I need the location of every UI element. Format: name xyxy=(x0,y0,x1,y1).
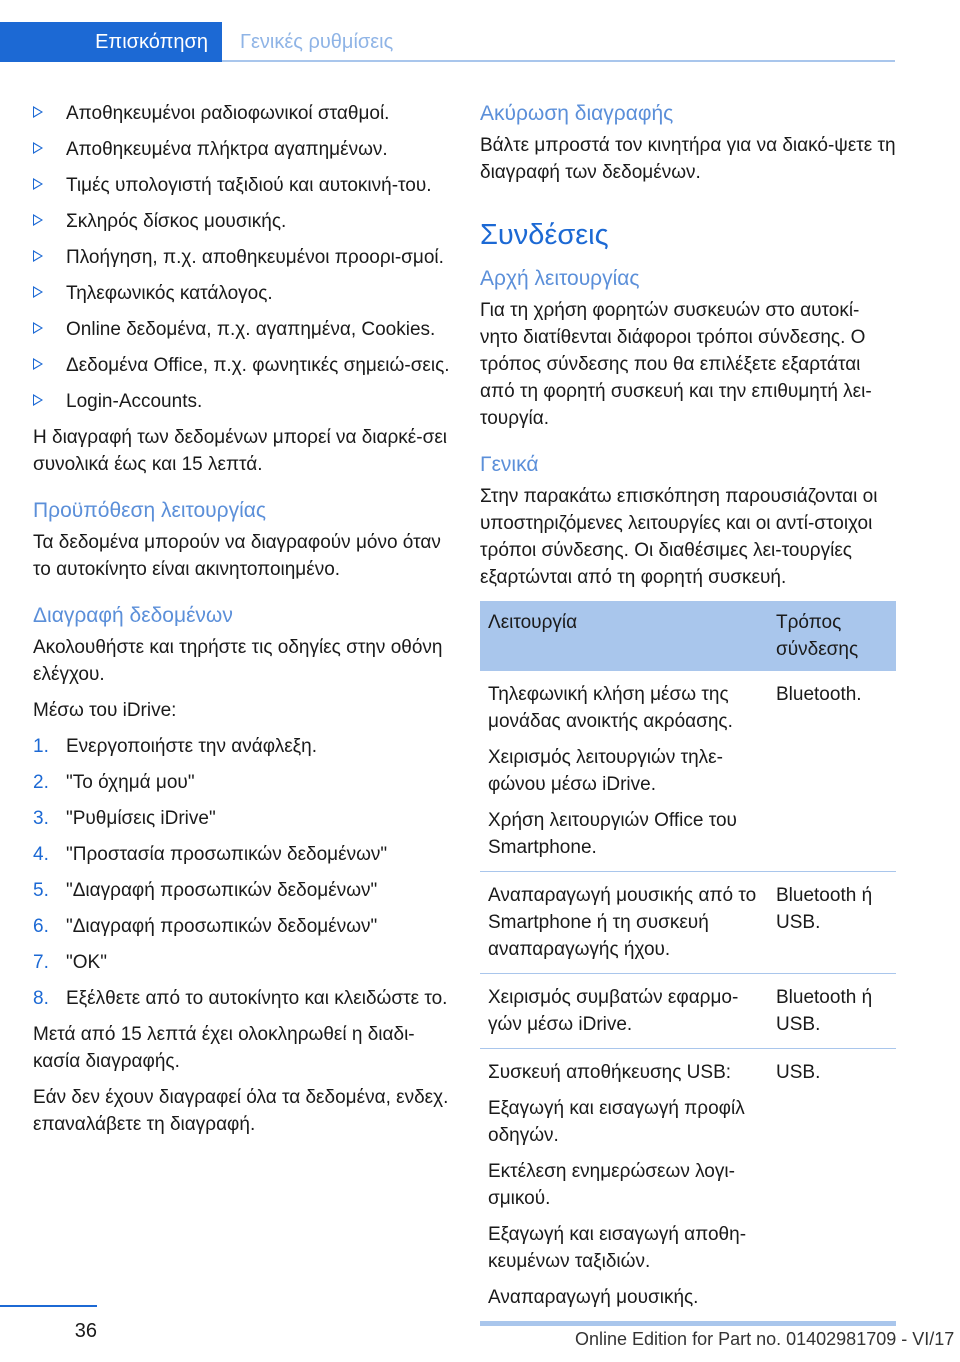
list-item-text: Αποθηκευμένα πλήκτρα αγαπημένων. xyxy=(66,139,388,160)
general-text: Στην παρακάτω επισκόπηση παρουσιάζονται οι υποστηριζόμενες λειτουργίες και οι αντί-στοιχοι τρόποι σύνδεσης. Οι διαθέσιμες λει-τουργίες εξαρτώνται από τη φορητή συσκευή. xyxy=(480,486,878,588)
via-idrive-text: Μέσω του iDrive: xyxy=(33,700,177,721)
step-text: Ενεργοποιήστε την ανάφλεξη. xyxy=(66,736,318,757)
step-text: "Προστασία προσωπικών δεδομένων" xyxy=(66,844,388,865)
triangle-bullet-icon xyxy=(33,214,43,226)
delete-steps-list xyxy=(33,733,453,1012)
connections-table xyxy=(480,601,896,1322)
tab-overview[interactable]: Επισκόπηση xyxy=(0,22,222,62)
list-item-text: Login-Accounts. xyxy=(66,391,203,412)
function-text: Εξαγωγή και εισαγωγή προφίλ οδηγών. xyxy=(488,1098,745,1146)
triangle-bullet-icon xyxy=(33,286,43,298)
function-text: Συσκευή αποθήκευσης USB: xyxy=(488,1062,732,1083)
step-item xyxy=(33,985,453,1012)
function-text: Χρήση λειτουργιών Office του Smartphone. xyxy=(488,810,737,858)
edition-text: Online Edition for Part no. 01402981709 - VI/17 xyxy=(575,1329,955,1349)
function-text: Τηλεφωνική κλήση μέσω της μονάδας ανοικτής ακρόασης. xyxy=(488,684,733,732)
table-row xyxy=(480,671,896,872)
function-text: Αναπαραγωγή μουσικής. xyxy=(488,1287,699,1308)
left-column xyxy=(33,100,453,1147)
triangle-bullet-icon xyxy=(33,358,43,370)
list-item-text: Δεδομένα Office, π.χ. φωνητικές σημειώ-σεις. xyxy=(66,355,450,376)
triangle-bullet-icon xyxy=(33,142,43,154)
step-item xyxy=(33,949,453,976)
delete-intro-text: Ακολουθήστε και τηρήστε τις οδηγίες στην οθόνη ελέγχου. xyxy=(33,637,443,685)
connection-mode-cell: Bluetooth ή USB. xyxy=(768,872,896,974)
step-text: "Ρυθμίσεις iDrive" xyxy=(66,808,216,829)
list-item xyxy=(33,316,453,343)
list-item xyxy=(33,100,453,127)
list-item xyxy=(33,388,453,415)
list-item-text: Αποθηκευμένοι ραδιοφωνικοί σταθμοί. xyxy=(66,103,390,124)
function-text: Εκτέλεση ενημερώσεων λογι-σμικού. xyxy=(488,1161,735,1209)
step-text: "Διαγραφή προσωπικών δεδομένων" xyxy=(66,916,378,937)
table-header-function: Λειτουργία xyxy=(480,601,768,671)
principle-heading: Αρχή λειτουργίας xyxy=(480,267,640,290)
principle-text: Για τη χρήση φορητών συσκευών στο αυτοκί-νητο διατίθενται διάφοροι τρόποι σύνδεσης. Ο τρόπος σύνδεσης που θα επιλέξετε εξαρτάται από τη φορητή συσκευή και την επιθυμητή λει-τουργία. xyxy=(480,300,872,429)
step-item xyxy=(33,877,453,904)
connection-mode-cell: Bluetooth. xyxy=(768,671,896,872)
delete-duration-text: Η διαγραφή των δεδομένων μπορεί να διαρκέ-σει συνολικά έως και 15 λεπτά. xyxy=(33,427,448,475)
step-number: 3. xyxy=(33,808,49,829)
step-number: 7. xyxy=(33,952,49,973)
step-text: "OK" xyxy=(66,952,107,973)
page-number: 36 xyxy=(74,1320,97,1342)
function-text: Χειρισμός συμβατών εφαρμο-γών μέσω iDrive. xyxy=(488,987,739,1035)
step-text: "Διαγραφή προσωπικών δεδομένων" xyxy=(66,880,378,901)
cancel-text: Βάλτε μπροστά τον κινητήρα για να διακό-ψετε τη διαγραφή των δεδομένων. xyxy=(480,135,896,183)
cancel-heading: Ακύρωση διαγραφής xyxy=(480,102,674,125)
prereq-heading: Προϋπόθεση λειτουργίας xyxy=(33,499,267,522)
list-item xyxy=(33,352,453,379)
step-number: 6. xyxy=(33,916,49,937)
list-item xyxy=(33,136,453,163)
function-cell xyxy=(480,974,768,1049)
triangle-bullet-icon xyxy=(33,322,43,334)
function-text: Αναπαραγωγή μουσικής από το Smartphone ή τη συσκευή αναπαραγωγής ήχου. xyxy=(488,885,757,960)
list-item xyxy=(33,172,453,199)
step-number: 8. xyxy=(33,988,49,1009)
step-text: "Το όχημά μου" xyxy=(66,772,195,793)
step-item xyxy=(33,769,453,796)
step-number: 2. xyxy=(33,772,49,793)
triangle-bullet-icon xyxy=(33,106,43,118)
connection-mode-cell: Bluetooth ή USB. xyxy=(768,974,896,1049)
step-number: 5. xyxy=(33,880,49,901)
list-item xyxy=(33,244,453,271)
function-text: Εξαγωγή και εισαγωγή αποθη-κευμένων ταξιδιών. xyxy=(488,1224,747,1272)
connection-mode-cell: USB. xyxy=(768,1049,896,1322)
delete-heading: Διαγραφή δεδομένων xyxy=(33,604,233,627)
tab-general-settings[interactable]: Γενικές ρυθμίσεις xyxy=(240,31,394,53)
deleted-data-list xyxy=(33,100,453,415)
list-item-text: Πλοήγηση, π.χ. αποθηκευμένοι προορι-σμοί. xyxy=(66,247,444,268)
triangle-bullet-icon xyxy=(33,178,43,190)
step-text: Εξέλθετε από το αυτοκίνητο και κλειδώστε το. xyxy=(66,988,448,1009)
list-item-text: Σκληρός δίσκος μουσικής. xyxy=(66,211,287,232)
footer-rule xyxy=(0,1305,97,1307)
list-item-text: Τιμές υπολογιστή ταξιδιού και αυτοκινή-του. xyxy=(66,175,432,196)
function-cell xyxy=(480,671,768,872)
connections-heading: Συνδέσεις xyxy=(480,219,609,251)
repeat-text: Εάν δεν έχουν διαγραφεί όλα τα δεδομένα, ενδεχ. επαναλάβετε τη διαγραφή. xyxy=(33,1087,449,1135)
step-number: 4. xyxy=(33,844,49,865)
list-item-text: Τηλεφωνικός κατάλογος. xyxy=(66,283,273,304)
function-cell xyxy=(480,872,768,974)
function-text: Χειρισμός λειτουργιών τηλε-φώνου μέσω iDrive. xyxy=(488,747,723,795)
step-item xyxy=(33,841,453,868)
table-row xyxy=(480,872,896,974)
triangle-bullet-icon xyxy=(33,394,43,406)
function-cell xyxy=(480,1049,768,1322)
triangle-bullet-icon xyxy=(33,250,43,262)
step-item xyxy=(33,733,453,760)
list-item xyxy=(33,208,453,235)
header-tabs xyxy=(0,22,895,62)
step-number: 1. xyxy=(33,736,49,757)
step-item xyxy=(33,805,453,832)
prereq-text: Τα δεδομένα μπορούν να διαγραφούν μόνο όταν το αυτοκίνητο είναι ακινητοποιημένο. xyxy=(33,532,441,580)
header-divider xyxy=(222,60,895,62)
list-item-text: Online δεδομένα, π.χ. αγαπημένα, Cookies. xyxy=(66,319,436,340)
after-15-text: Μετά από 15 λεπτά έχει ολοκληρωθεί η διαδι-κασία διαγραφής. xyxy=(33,1024,415,1072)
right-column xyxy=(480,100,896,1326)
table-header-mode: Τρόπος σύνδεσης xyxy=(768,601,896,671)
table-row xyxy=(480,1049,896,1322)
general-heading: Γενικά xyxy=(480,453,539,476)
table-row xyxy=(480,974,896,1049)
step-item xyxy=(33,913,453,940)
list-item xyxy=(33,280,453,307)
